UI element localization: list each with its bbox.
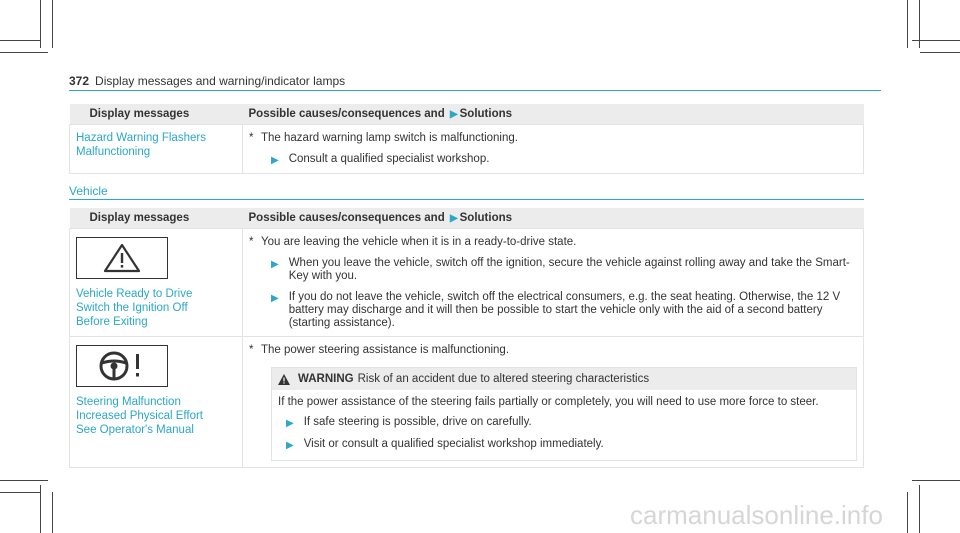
section-rule xyxy=(69,199,864,200)
crop-mark xyxy=(0,40,40,41)
crop-mark xyxy=(0,52,48,53)
cause-text: You are leaving the vehicle when it is in a ready-to-drive state. xyxy=(261,236,577,248)
col-causes: Possible causes/consequences and ▶ Solutions xyxy=(243,104,864,125)
crop-mark xyxy=(907,492,908,533)
crop-mark xyxy=(40,485,41,533)
warning-icon xyxy=(278,374,290,385)
table-row: Steering Malfunction Increased Physical Effort See Operator's Manual * The power steering assistance is malfunctioning. WARNING Risk of an accident due to altered steering characteristics If the power assistance of the steering fails partially or completely, you will need to use more force to steer. ▶ If safe steering is possible, drive on carefully. ▶ Visit or consult a qualified specialist workshop immediately. xyxy=(70,337,864,468)
solution-text: If safe steering is possible, drive on carefully. xyxy=(303,416,532,428)
crop-mark xyxy=(40,0,41,48)
display-message-line: Vehicle Ready to Drive xyxy=(76,288,193,300)
warning-triangle-icon xyxy=(76,237,168,279)
crop-mark xyxy=(0,480,48,481)
watermark: carmanualsonline.info xyxy=(630,500,883,530)
warning-box xyxy=(271,367,857,461)
display-message-line: Switch the Ignition Off xyxy=(76,302,188,314)
display-message-line: Before Exiting xyxy=(76,316,148,328)
solution-arrow-icon: ▶ xyxy=(449,109,458,120)
crop-mark xyxy=(52,492,53,533)
crop-mark xyxy=(920,52,960,53)
section-title: Vehicle xyxy=(69,184,108,198)
header-rule xyxy=(69,90,881,91)
solution-arrow-icon: ▶ xyxy=(271,155,279,166)
cause-text: The power steering assistance is malfunctioning. xyxy=(261,344,510,356)
solution-text: Visit or consult a qualified specialist workshop immediately. xyxy=(303,438,604,450)
warning-label: WARNING xyxy=(298,373,354,385)
solution-text: If you do not leave the vehicle, switch off the electrical consumers, e.g. the seat heating. Otherwise, the 12 V battery may discharge and it will then be possible to start the vehicle only with the aid of a second battery (starting assistance). xyxy=(288,291,841,329)
solution-text: Consult a qualified specialist workshop. xyxy=(288,153,490,165)
warning-text: If the power assistance of the steering fails partially or completely, you will need to use more force to steer. xyxy=(278,396,819,408)
cause-text: The hazard warning lamp switch is malfunctioning. xyxy=(261,132,518,144)
vehicle-table xyxy=(69,208,864,468)
crop-mark xyxy=(912,40,960,41)
display-message-line: Steering Malfunction xyxy=(76,396,181,408)
solution-arrow-icon: ▶ xyxy=(286,440,294,451)
crop-mark xyxy=(52,0,53,48)
solution-text: When you leave the vehicle, switch off the ignition, secure the vehicle against rolling away and take the Smart-Key with you. xyxy=(288,257,850,282)
crop-mark xyxy=(919,485,920,533)
running-header xyxy=(69,74,345,88)
crop-mark xyxy=(907,0,908,48)
solution-arrow-icon: ▶ xyxy=(271,259,279,270)
solution-arrow-icon: ▶ xyxy=(286,418,294,429)
crop-mark xyxy=(912,480,960,481)
display-message-line: See Operator's Manual xyxy=(76,424,194,436)
steering-wheel-warning-icon xyxy=(76,345,168,387)
col-display-messages: Display messages xyxy=(70,208,243,229)
table-row: Vehicle Ready to Drive Switch the Ignition Off Before Exiting * You are leaving the vehicle when it is in a ready-to-drive state. ▶ When you leave the vehicle, switch off the ignition, secure the vehicle against rolling away and take the Smart-Key with you. ▶ If you do not leave the vehicle, switch off the electrical consumers, e.g. the seat heating. Otherwise, the 12 V battery may discharge and it will then be possible to start the vehicle only with the aid of a second battery (starting assistance). xyxy=(70,229,864,337)
table-row: Hazard Warning Flashers Malfunctioning * The hazard warning lamp switch is malfunctioning. ▶ Consult a qualified specialist workshop. xyxy=(70,125,864,174)
warning-title: Risk of an accident due to altered steering characteristics xyxy=(357,373,650,385)
col-display-messages: Display messages xyxy=(70,104,243,125)
crop-mark xyxy=(0,492,40,493)
display-message: Hazard Warning Flashers Malfunctioning xyxy=(76,132,206,158)
header-title: Display messages and warning/indicator lamps xyxy=(95,74,346,88)
col-causes: Possible causes/consequences and ▶ Solutions xyxy=(243,208,864,229)
page-number: 372 xyxy=(69,74,90,88)
solution-arrow-icon: ▶ xyxy=(271,293,279,304)
solution-arrow-icon: ▶ xyxy=(449,213,458,224)
hazard-table xyxy=(69,104,864,174)
display-message-line: Increased Physical Effort xyxy=(76,410,203,422)
